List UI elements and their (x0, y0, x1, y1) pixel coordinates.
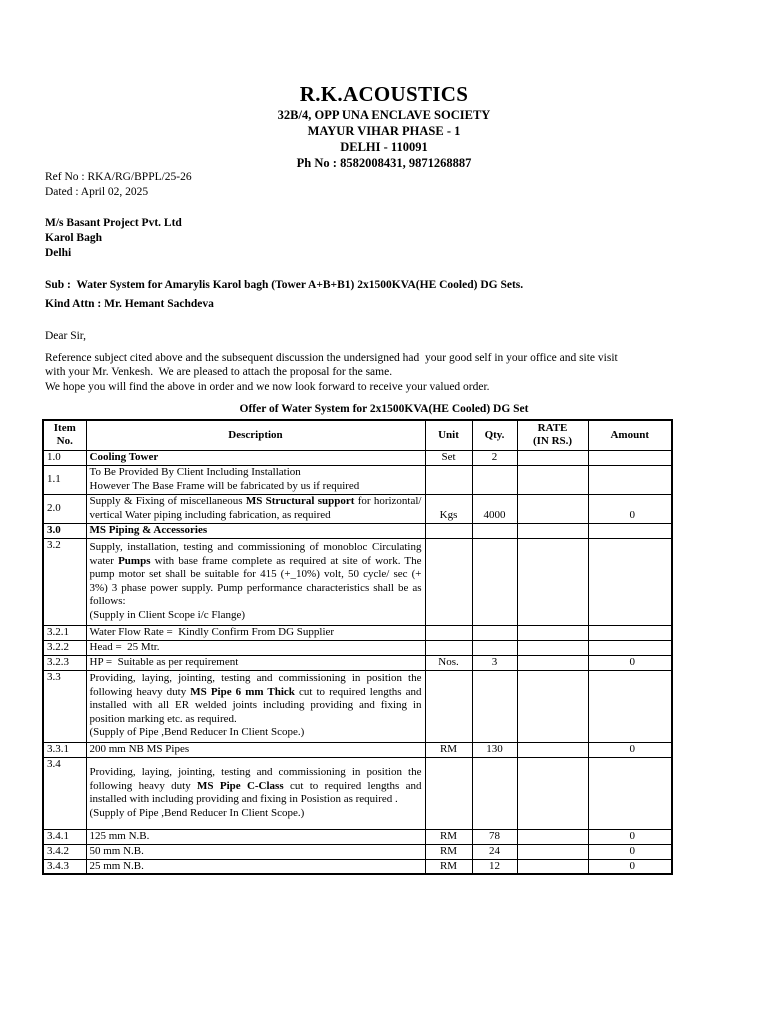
unit (425, 523, 472, 538)
amount (588, 640, 672, 655)
amount (588, 670, 672, 742)
table-row (43, 640, 672, 655)
amount (588, 625, 672, 640)
table-row (43, 742, 672, 757)
letter-date: Dated : April 02, 2025 (45, 186, 149, 198)
qty: 12 (472, 859, 517, 874)
header-amount: Amount (588, 420, 672, 450)
address-line-1: 32B/4, OPP UNA ENCLAVE SOCIETY (277, 108, 491, 122)
table-header-row (43, 420, 672, 450)
item-no: 1.0 (43, 450, 86, 465)
table-row (43, 859, 672, 874)
item-no: 3.2.1 (43, 625, 86, 640)
description: MS Piping & Accessories (86, 523, 425, 538)
table-row (43, 655, 672, 670)
item-no: 3.3.1 (43, 742, 86, 757)
header-qty: Qty. (472, 420, 517, 450)
item-no: 3.3 (43, 670, 86, 742)
table-row (43, 465, 672, 494)
amount: 0 (588, 742, 672, 757)
body-line-1: Reference subject cited above and the subsequent discussion the undersigned had your good self in your office and site visit (45, 352, 618, 364)
unit (425, 465, 472, 494)
description: Head = 25 Mtr. (86, 640, 425, 655)
header-description: Description (86, 420, 425, 450)
description: 50 mm N.B. (86, 844, 425, 859)
rate (517, 625, 588, 640)
address-line-3: DELHI - 110091 (340, 140, 428, 154)
unit: Kgs (425, 494, 472, 523)
item-no: 3.2.2 (43, 640, 86, 655)
qty (472, 523, 517, 538)
table-row (43, 757, 672, 829)
amount (588, 523, 672, 538)
reference-number: Ref No : RKA/RG/BPPL/25-26 (45, 171, 192, 183)
header-item: Item No. (43, 420, 86, 450)
recipient-name: M/s Basant Project Pvt. Ltd (45, 217, 182, 229)
rate (517, 742, 588, 757)
unit (425, 670, 472, 742)
amount: 0 (588, 859, 672, 874)
description: 125 mm N.B. (86, 829, 425, 844)
table-row (43, 450, 672, 465)
unit (425, 757, 472, 829)
item-no: 3.0 (43, 523, 86, 538)
description: Supply, installation, testing and commissioning of monobloc Circulating water Pumps with base frame complete as required at site of work. The pump motor set shall be suitable for 415 (+_10%) volt, 50 cycle/ sec (+ 3%) 3 phase power supply. Pump performance characteristics shall be as follows: (Supply in Client Scope i/c Flange) (86, 538, 425, 625)
description: Water Flow Rate = Kindly Confirm From DG Supplier (86, 625, 425, 640)
unit (425, 640, 472, 655)
phone-number: Ph No : 8582008431, 9871268887 (296, 156, 472, 170)
qty: 2 (472, 450, 517, 465)
amount: 0 (588, 829, 672, 844)
table-row (43, 625, 672, 640)
unit: RM (425, 844, 472, 859)
rate (517, 859, 588, 874)
rate (517, 655, 588, 670)
rate (517, 494, 588, 523)
recipient-city: Delhi (45, 247, 72, 259)
table-row (43, 844, 672, 859)
table-row (43, 538, 672, 625)
rate (517, 829, 588, 844)
amount: 0 (588, 655, 672, 670)
company-name: R.K.ACOUSTICS (299, 82, 469, 106)
amount (588, 465, 672, 494)
qty (472, 538, 517, 625)
header-rate: RATE (IN RS.) (517, 420, 588, 450)
description: Providing, laying, jointing, testing and commissioning in position the following heavy duty MS Pipe 6 mm Thick cut to required lengths and installed with all ER welded joints including providing and fixing in position marking etc. as required. (Supply of Pipe ,Bend Reducer In Client Scope.) (86, 670, 425, 742)
body-line-3: We hope you will find the above in order and we now look forward to receive your valued order. (45, 381, 490, 393)
description: Providing, laying, jointing, testing and commissioning in position the following heavy duty MS Pipe C-Class cut to required lengths and installed with including providing and fixing in Posistion as required . (Supply of Pipe ,Bend Reducer In Client Scope.) (86, 757, 425, 829)
qty (472, 625, 517, 640)
subject-line: Sub : Water System for Amarylis Karol bagh (Tower A+B+B1) 2x1500KVA(HE Cooled) DG Sets. (45, 279, 524, 291)
kind-attention: Kind Attn : Mr. Hemant Sachdeva (45, 298, 214, 310)
qty (472, 465, 517, 494)
qty (472, 670, 517, 742)
amount (588, 538, 672, 625)
amount: 0 (588, 494, 672, 523)
description: 200 mm NB MS Pipes (86, 742, 425, 757)
unit: Nos. (425, 655, 472, 670)
header-unit: Unit (425, 420, 472, 450)
unit: Set (425, 450, 472, 465)
table-row (43, 829, 672, 844)
rate (517, 450, 588, 465)
item-no: 3.4.1 (43, 829, 86, 844)
table-caption: Offer of Water System for 2x1500KVA(HE Cooled) DG Set (239, 403, 529, 415)
description: Cooling Tower (86, 450, 425, 465)
description: 25 mm N.B. (86, 859, 425, 874)
item-no: 3.4 (43, 757, 86, 829)
item-no: 3.2.3 (43, 655, 86, 670)
rate (517, 538, 588, 625)
offer-table (42, 419, 673, 875)
description: HP = Suitable as per requirement (86, 655, 425, 670)
item-no: 3.4.2 (43, 844, 86, 859)
body-line-2: with your Mr. Venkesh. We are pleased to attach the proposal for the same. (45, 366, 393, 378)
unit (425, 625, 472, 640)
qty: 4000 (472, 494, 517, 523)
amount (588, 757, 672, 829)
rate (517, 465, 588, 494)
item-no: 2.0 (43, 494, 86, 523)
description: To Be Provided By Client Including Installation However The Base Frame will be fabricated by us if required (86, 465, 425, 494)
rate (517, 640, 588, 655)
rate (517, 523, 588, 538)
qty (472, 640, 517, 655)
qty: 130 (472, 742, 517, 757)
unit: RM (425, 829, 472, 844)
rate (517, 670, 588, 742)
item-no: 3.2 (43, 538, 86, 625)
qty: 78 (472, 829, 517, 844)
unit: RM (425, 859, 472, 874)
qty: 24 (472, 844, 517, 859)
rate (517, 757, 588, 829)
description: Supply & Fixing of miscellaneous MS Structural support for horizontal/ vertical Water piping including fabrication, as required (86, 494, 425, 523)
item-no: 1.1 (43, 465, 86, 494)
qty (472, 757, 517, 829)
recipient-area: Karol Bagh (45, 232, 102, 244)
salutation: Dear Sir, (45, 330, 87, 342)
table-row (43, 670, 672, 742)
address-line-2: MAYUR VIHAR PHASE - 1 (307, 124, 461, 138)
rate (517, 844, 588, 859)
qty: 3 (472, 655, 517, 670)
item-no: 3.4.3 (43, 859, 86, 874)
amount: 0 (588, 844, 672, 859)
table-row (43, 494, 672, 523)
table-row (43, 523, 672, 538)
unit: RM (425, 742, 472, 757)
unit (425, 538, 472, 625)
amount (588, 450, 672, 465)
